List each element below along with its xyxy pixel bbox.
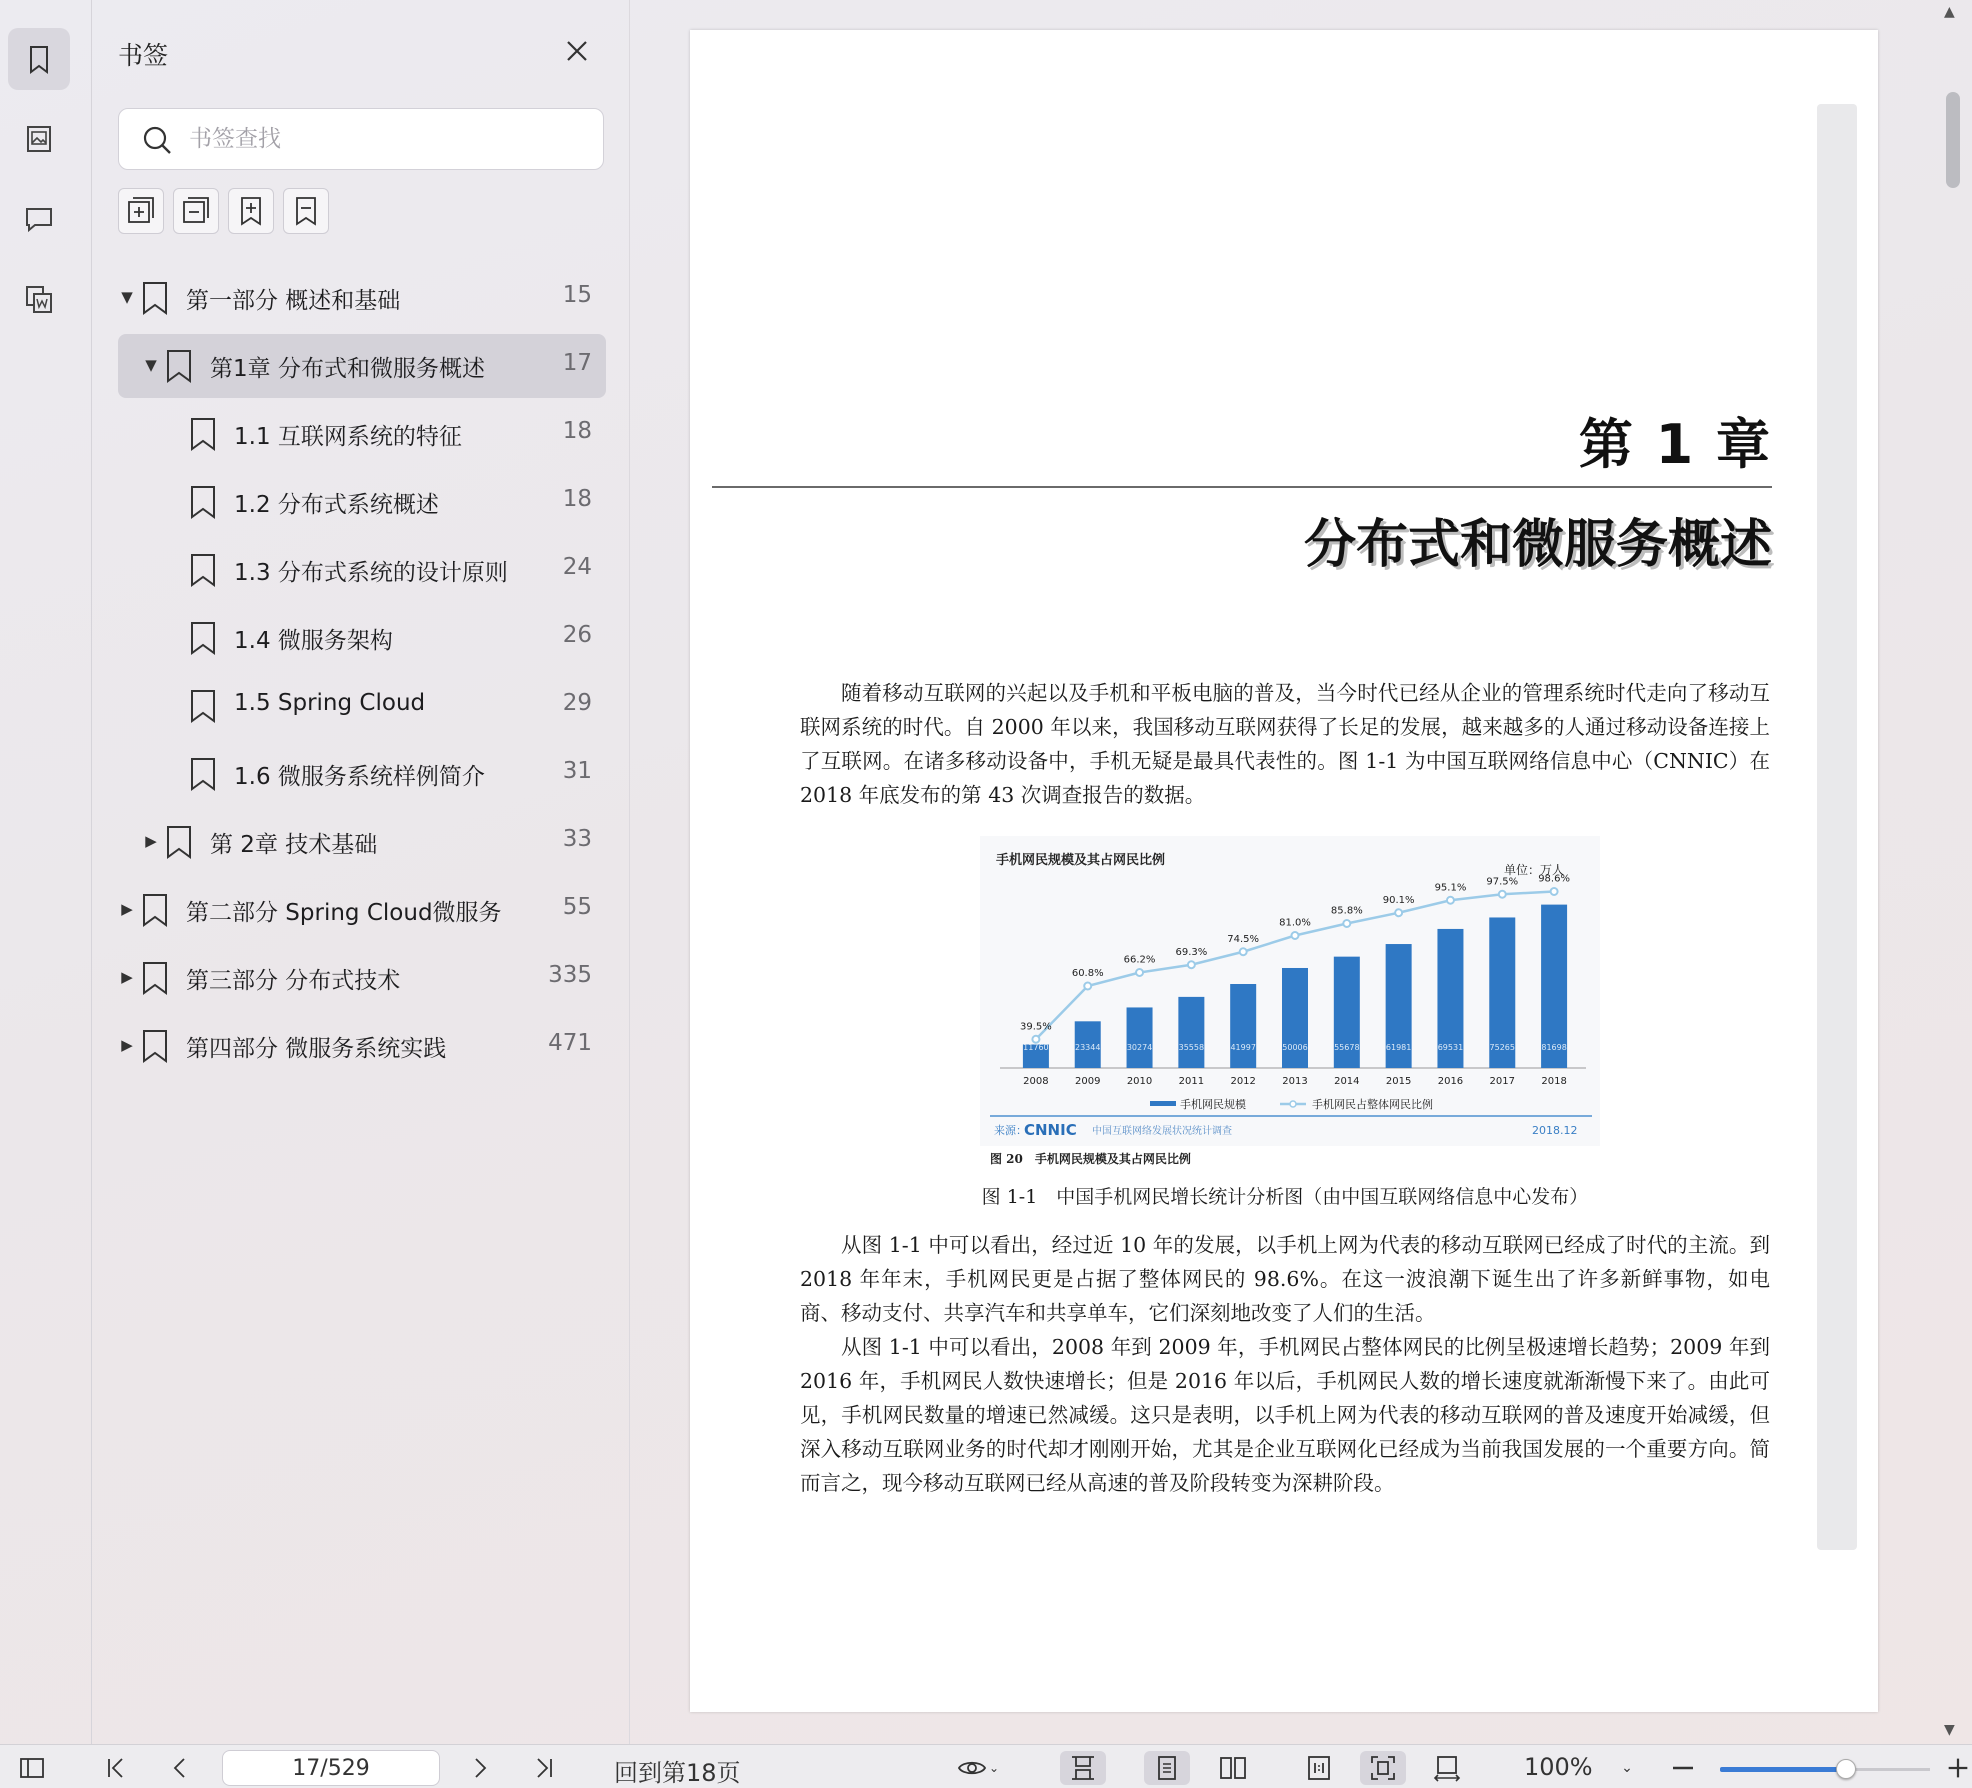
chapter-title: 分布式和微服务概述 xyxy=(1303,515,1772,575)
bookmark-label: 1.6 微服务系统样例简介 xyxy=(234,764,485,790)
zoom-level-dropdown[interactable]: 100% xyxy=(1524,1753,1593,1781)
bookmarks-sidebar xyxy=(92,0,630,1744)
collapse-arrow-icon[interactable]: ▼ xyxy=(145,356,157,374)
zoom-in-button[interactable] xyxy=(1944,1751,1972,1785)
last-page-button[interactable] xyxy=(526,1751,562,1785)
legend-bar-label: 手机网民规模 xyxy=(1180,1098,1246,1111)
source-text: 中国互联网络发展状况统计调查 xyxy=(1092,1126,1232,1137)
ratio-label: 90.1% xyxy=(1382,894,1415,906)
bar-value-label: 61981 xyxy=(1385,1043,1412,1052)
bookmark-page-number: 18 xyxy=(562,486,592,512)
chevron-right-icon xyxy=(465,1753,495,1783)
x-tick-label: 2008 xyxy=(1023,1076,1049,1087)
bookmark-page-number: 335 xyxy=(548,962,592,988)
toggle-sidebar-button[interactable] xyxy=(12,1751,52,1785)
figure-subcaption: 图 20 手机网民规模及其占网民比例 xyxy=(990,1152,1191,1166)
bar xyxy=(1178,997,1204,1068)
ratio-point xyxy=(1032,1036,1039,1043)
ratio-point xyxy=(1551,888,1558,895)
ratio-point xyxy=(1292,932,1299,939)
ratio-label: 74.5% xyxy=(1227,933,1260,945)
mobile-users-chart xyxy=(980,836,1600,1168)
bookmark-item[interactable] xyxy=(118,742,606,806)
bookmark-page-number: 24 xyxy=(562,554,592,580)
bar-value-label: 55678 xyxy=(1334,1043,1360,1052)
expand-all-button[interactable] xyxy=(118,188,164,234)
word-convert-panel-button[interactable] xyxy=(8,268,70,330)
x-tick-label: 2015 xyxy=(1385,1076,1412,1087)
expand-arrow-icon[interactable]: ▶ xyxy=(121,900,133,918)
add-bookmark-button[interactable] xyxy=(228,188,274,234)
bookmark-icon xyxy=(188,552,218,588)
bar xyxy=(1282,968,1308,1068)
next-page-button[interactable] xyxy=(462,1751,498,1785)
chapter-number: 第 1 章 xyxy=(1578,413,1772,476)
remove-bookmark-button[interactable] xyxy=(283,188,329,234)
bookmark-item[interactable] xyxy=(118,334,606,398)
bookmark-item[interactable] xyxy=(118,606,606,670)
x-tick-label: 2014 xyxy=(1334,1076,1360,1087)
close-icon[interactable] xyxy=(562,36,592,66)
x-tick-label: 2018 xyxy=(1541,1076,1567,1087)
ratio-point xyxy=(1188,961,1195,968)
actual-size-button[interactable] xyxy=(1296,1751,1342,1785)
plus-icon xyxy=(1944,1753,1972,1783)
image-thumbnail-icon xyxy=(22,122,56,156)
zoom-out-button[interactable] xyxy=(1666,1751,1700,1785)
ratio-point xyxy=(1343,920,1350,927)
fit-width-button[interactable] xyxy=(1424,1751,1470,1785)
ratio-label: 97.5% xyxy=(1486,876,1519,888)
view-mode-dropdown[interactable] xyxy=(948,1751,1008,1785)
remove-bookmark-icon xyxy=(290,195,322,227)
two-page-icon xyxy=(1218,1753,1248,1783)
collapse-all-icon xyxy=(180,195,212,227)
add-bookmark-icon xyxy=(235,195,267,227)
first-page-icon xyxy=(101,1753,131,1783)
legend-line-label: 手机网民占整体网民比例 xyxy=(1312,1098,1433,1111)
document-copy-icon xyxy=(22,282,56,316)
expand-arrow-icon[interactable]: ▶ xyxy=(145,832,157,850)
legend-bar-swatch xyxy=(1150,1101,1176,1106)
zoom-slider-knob[interactable] xyxy=(1836,1759,1856,1779)
bookmark-label: 第四部分 微服务系统实践 xyxy=(186,1036,447,1062)
bookmarks-panel-button[interactable] xyxy=(8,28,70,90)
comments-panel-button[interactable] xyxy=(8,188,70,250)
bookmark-item[interactable] xyxy=(118,674,606,738)
bookmark-page-number: 15 xyxy=(562,282,592,308)
document-page xyxy=(690,30,1878,1712)
ratio-label: 85.8% xyxy=(1330,905,1363,917)
x-tick-label: 2016 xyxy=(1437,1076,1464,1087)
collapse-all-button[interactable] xyxy=(173,188,219,234)
bookmark-icon xyxy=(188,416,218,452)
x-tick-label: 2013 xyxy=(1282,1076,1308,1087)
sidebar-title: 书签 xyxy=(118,41,169,70)
bookmark-item[interactable] xyxy=(118,810,606,874)
bookmark-icon xyxy=(188,484,218,520)
x-tick-label: 2010 xyxy=(1126,1076,1153,1087)
bookmark-item[interactable] xyxy=(118,266,606,330)
fit-width-icon xyxy=(1432,1753,1462,1783)
bar-value-label: 81698 xyxy=(1541,1043,1567,1052)
bookmark-page-number: 31 xyxy=(562,758,592,784)
bookmark-page-number: 17 xyxy=(562,350,592,376)
bookmark-item[interactable] xyxy=(118,946,606,1010)
page-number-input[interactable] xyxy=(222,1750,440,1786)
bar-value-label: 50006 xyxy=(1282,1043,1308,1052)
ratio-point xyxy=(1395,909,1402,916)
paragraph: 从图 1-1 中可以看出，2008 年到 2009 年，手机网民占整体网民的比例呈极速增长趋势；2009 年到 2016 年，手机网民人数快速增长；但是 2016 年以后，手机网民人数的增长速度就渐渐慢下来了。由此可见，手机网民数量的增速已然减缓。这只是表明，以手机上网为代表的移动互联网的普及速度开始减缓，但深入移动互联网业务的时代却才刚刚开始，尤其是企业互联网化已经成为当前我国发展的一个重要方向。简而言之，现今移动互联网已经从高速的普及阶段转变为深耕阶段。 xyxy=(800,1335,1770,1495)
expand-arrow-icon[interactable]: ▶ xyxy=(121,968,133,986)
chart-unit: 单位：万人 xyxy=(1504,863,1565,877)
bookmark-page-number: 29 xyxy=(562,690,592,716)
ratio-label: 39.5% xyxy=(1020,1021,1052,1033)
actual-size-icon xyxy=(1304,1753,1334,1783)
two-page-button[interactable] xyxy=(1210,1751,1256,1785)
bottom-toolbar xyxy=(0,1744,1972,1788)
single-page-icon xyxy=(1152,1753,1182,1783)
ratio-point xyxy=(1084,983,1091,990)
source-date: 2018.12 xyxy=(1532,1124,1578,1137)
bookmark-icon xyxy=(164,824,194,860)
bookmark-icon xyxy=(140,892,170,928)
continuous-page-icon xyxy=(1068,1753,1098,1783)
bookmark-page-number: 33 xyxy=(562,826,592,852)
x-tick-label: 2012 xyxy=(1230,1076,1256,1087)
ratio-point xyxy=(1240,948,1247,955)
bookmark-item[interactable] xyxy=(118,470,606,534)
bookmark-page-number: 471 xyxy=(548,1030,592,1056)
ratio-label: 60.8% xyxy=(1071,968,1104,979)
minus-icon xyxy=(1668,1753,1698,1783)
paragraph: 随着移动互联网的兴起以及手机和平板电脑的普及，当今时代已经从企业的管理系统时代走向了移动互联网系统的时代。自 2000 年以来，我国移动互联网获得了长足的发展，越来越多的人通过移动设备连接上了互联网。在诸多移动设备中，手机无疑是最具代表性的。图 1-1 为中国互联网络信息中心（CNNIC）在 2018 年底发布的第 43 次调查报告的数据。 xyxy=(800,681,1770,807)
eye-icon xyxy=(957,1753,987,1783)
bookmark-search-box[interactable] xyxy=(118,108,604,170)
ratio-point xyxy=(1499,891,1506,898)
thumbnails-panel-button[interactable] xyxy=(8,108,70,170)
search-input[interactable] xyxy=(189,121,589,157)
go-to-page-link[interactable]: 回到第18页 xyxy=(614,1759,741,1787)
bookmark-icon xyxy=(188,688,218,724)
bookmark-label: 第 2章 技术基础 xyxy=(210,832,378,858)
bookmark-label: 第二部分 Spring Cloud微服务 xyxy=(186,900,502,926)
comment-icon xyxy=(22,202,56,236)
ratio-point xyxy=(1136,969,1143,976)
collapse-arrow-icon[interactable]: ▼ xyxy=(121,288,133,306)
bookmark-label: 1.2 分布式系统概述 xyxy=(234,492,439,518)
bookmark-item[interactable] xyxy=(118,402,606,466)
bookmark-icon xyxy=(188,620,218,656)
bookmark-icon xyxy=(164,348,194,384)
figure-caption: 图 1-1 中国手机网民增长统计分析图（由中国互联网络信息中心发布） xyxy=(981,1186,1589,1208)
bookmark-label: 1.5 Spring Cloud xyxy=(234,690,426,716)
chevron-down-icon: ⌄ xyxy=(988,1761,1000,1775)
last-page-icon xyxy=(529,1753,559,1783)
scroll-down-arrow[interactable]: ▼ xyxy=(1944,1722,1955,1738)
chart-header: 手机网民规模及其占网民比例 xyxy=(996,853,1166,868)
first-page-button[interactable] xyxy=(98,1751,134,1785)
bookmark-label: 第三部分 分布式技术 xyxy=(186,968,401,994)
ratio-point xyxy=(1447,897,1454,904)
expand-all-icon xyxy=(125,195,157,227)
x-tick-label: 2009 xyxy=(1075,1076,1101,1087)
bar-value-label: 30274 xyxy=(1126,1043,1153,1052)
bookmark-icon xyxy=(140,280,170,316)
bar-value-label: 35558 xyxy=(1178,1043,1205,1052)
bookmark-icon xyxy=(188,756,218,792)
source-prefix: 来源： xyxy=(994,1124,1027,1137)
left-rail xyxy=(0,0,92,1744)
bookmark-label: 第1章 分布式和微服务概述 xyxy=(210,356,485,382)
fit-page-button[interactable] xyxy=(1360,1751,1406,1785)
bookmark-label: 第一部分 概述和基础 xyxy=(186,288,401,314)
ratio-label: 81.0% xyxy=(1279,917,1311,929)
bar xyxy=(1230,984,1256,1068)
single-page-button[interactable] xyxy=(1144,1751,1190,1785)
x-tick-label: 2017 xyxy=(1489,1076,1515,1087)
expand-arrow-icon[interactable]: ▶ xyxy=(121,1036,133,1054)
bookmark-page-number: 55 xyxy=(562,894,592,920)
sidebar-toggle-icon xyxy=(17,1753,47,1783)
x-tick-label: 2011 xyxy=(1178,1076,1205,1087)
ratio-label: 98.6% xyxy=(1538,873,1570,885)
bar-value-label: 75265 xyxy=(1489,1043,1515,1052)
bookmark-label: 1.3 分布式系统的设计原则 xyxy=(234,560,508,586)
search-icon xyxy=(141,124,173,156)
bar-value-label: 69531 xyxy=(1437,1043,1464,1052)
bookmark-item[interactable] xyxy=(118,1014,606,1078)
bookmark-item[interactable] xyxy=(118,878,606,942)
fit-page-icon xyxy=(1368,1753,1398,1783)
bookmark-item[interactable] xyxy=(118,538,606,602)
bookmark-label: 1.1 互联网系统的特征 xyxy=(234,424,462,450)
previous-page-button[interactable] xyxy=(162,1751,198,1785)
cnnic-logo: CNNIC xyxy=(1024,1121,1077,1139)
chevron-left-icon xyxy=(165,1753,195,1783)
bar xyxy=(1127,1007,1153,1068)
bookmark-icon xyxy=(22,42,56,76)
zoom-slider-fill xyxy=(1720,1767,1846,1772)
scroll-up-arrow[interactable]: ▲ xyxy=(1944,4,1955,20)
ratio-label: 66.2% xyxy=(1123,954,1156,966)
bookmark-icon xyxy=(140,960,170,996)
bar-value-label: 23344 xyxy=(1075,1043,1101,1052)
bookmark-icon xyxy=(140,1028,170,1064)
legend-line-marker xyxy=(1290,1101,1296,1107)
document-scrollbar-thumb[interactable] xyxy=(1946,92,1960,188)
bookmark-page-number: 26 xyxy=(562,622,592,648)
bookmark-label: 1.4 微服务架构 xyxy=(234,628,393,654)
bar-value-label: 41997 xyxy=(1230,1043,1256,1052)
page-edge-scroll xyxy=(1817,104,1857,1550)
ratio-label: 69.3% xyxy=(1175,946,1208,958)
chevron-down-icon[interactable]: ⌄ xyxy=(1621,1760,1633,1776)
continuous-scroll-button[interactable] xyxy=(1060,1751,1106,1785)
paragraph: 从图 1-1 中可以看出，经过近 10 年的发展，以手机上网为代表的移动互联网已经成了时代的主流。到 2018 年年末，手机网民更是占据了整体网民的 98.6%。在这一波浪潮下诞生出了许多新鲜事物，如电商、移动支付、共享汽车和共享单车，它们深刻地改变了人们的生活。 xyxy=(800,1233,1770,1325)
bookmark-page-number: 18 xyxy=(562,418,592,444)
bar-value-label: 11760 xyxy=(1023,1043,1049,1052)
chapter-rule xyxy=(712,486,1772,488)
ratio-label: 95.1% xyxy=(1434,882,1467,894)
